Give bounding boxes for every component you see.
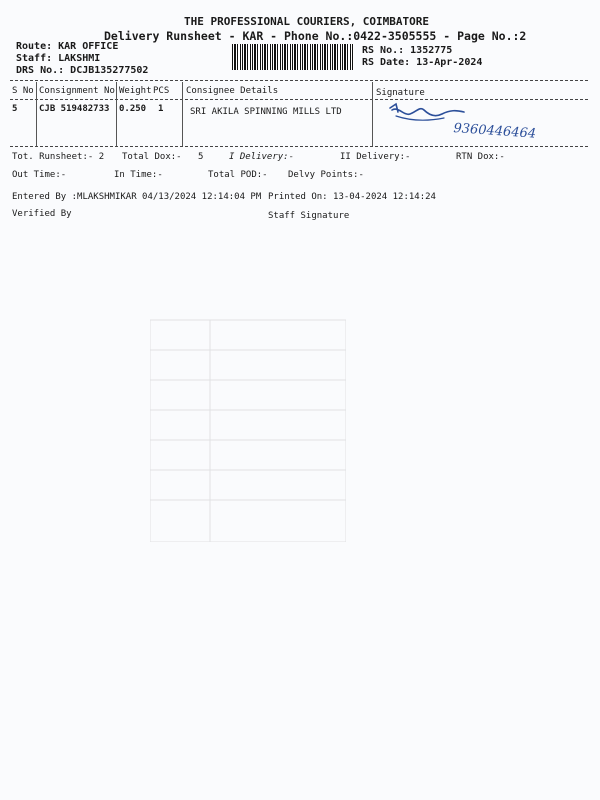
header-consignee: Consignee Details: [186, 86, 279, 96]
tot-runsheet: Tot. Runsheet:- 2: [12, 152, 105, 162]
col-divider: [182, 82, 183, 146]
col-divider: [116, 82, 117, 146]
header-sno: S No: [12, 86, 34, 96]
col-divider: [36, 82, 37, 146]
rs-date: RS Date: 13-Apr-2024: [362, 57, 483, 68]
rtn-dox: RTN Dox:-: [456, 152, 505, 162]
staff-label: Staff: LAKSHMI: [16, 53, 101, 64]
table-bottom-rule: [10, 146, 588, 147]
runsheet-title: Delivery Runsheet - KAR - Phone No.:0422-3505555 - Page No.:2: [104, 29, 527, 43]
ii-delivery: II Delivery:-: [340, 152, 411, 162]
verified-by: Verified By: [12, 209, 72, 219]
i-delivery: I Delivery:-: [229, 152, 295, 162]
handwritten-phone: 9360446464: [452, 121, 537, 142]
col-divider: [372, 82, 373, 146]
row-weight: 0.250: [119, 104, 147, 114]
table-header-rule: [10, 99, 588, 100]
show-through-grid: [150, 310, 346, 542]
delvy-points: Delvy Points:-: [288, 170, 364, 180]
entered-by: Entered By :MLAKSHMIKAR 04/13/2024 12:14:04 PM: [12, 192, 262, 202]
route-label: Route: KAR OFFICE: [16, 41, 119, 52]
row-consignment: CJB 519482733: [39, 104, 110, 114]
barcode: [232, 44, 354, 70]
header-signature: Signature: [376, 88, 425, 98]
total-dox: Total Dox:-: [122, 152, 182, 162]
drs-number: DRS No.: DCJB135277502: [16, 65, 149, 76]
out-time: Out Time:-: [12, 170, 67, 180]
rs-number: RS No.: 1352775: [362, 45, 453, 56]
row-sno: 5: [12, 104, 18, 114]
total-dox-value: 5: [198, 152, 204, 162]
printed-on: Printed On: 13-04-2024 12:14:24: [268, 192, 436, 202]
in-time: In Time:-: [114, 170, 163, 180]
row-pcs: 1: [158, 104, 164, 114]
table-top-rule: [10, 80, 588, 81]
header-pcs: PCS: [153, 86, 170, 96]
total-pod: Total POD:-: [208, 170, 268, 180]
row-consignee: SRI AKILA SPINNING MILLS LTD: [190, 107, 342, 117]
header-weight: Weight: [119, 86, 152, 96]
header-consignment: Consignment No: [39, 86, 115, 96]
staff-signature: Staff Signature: [268, 211, 350, 221]
company-name: THE PROFESSIONAL COURIERS, COIMBATORE: [184, 15, 430, 28]
